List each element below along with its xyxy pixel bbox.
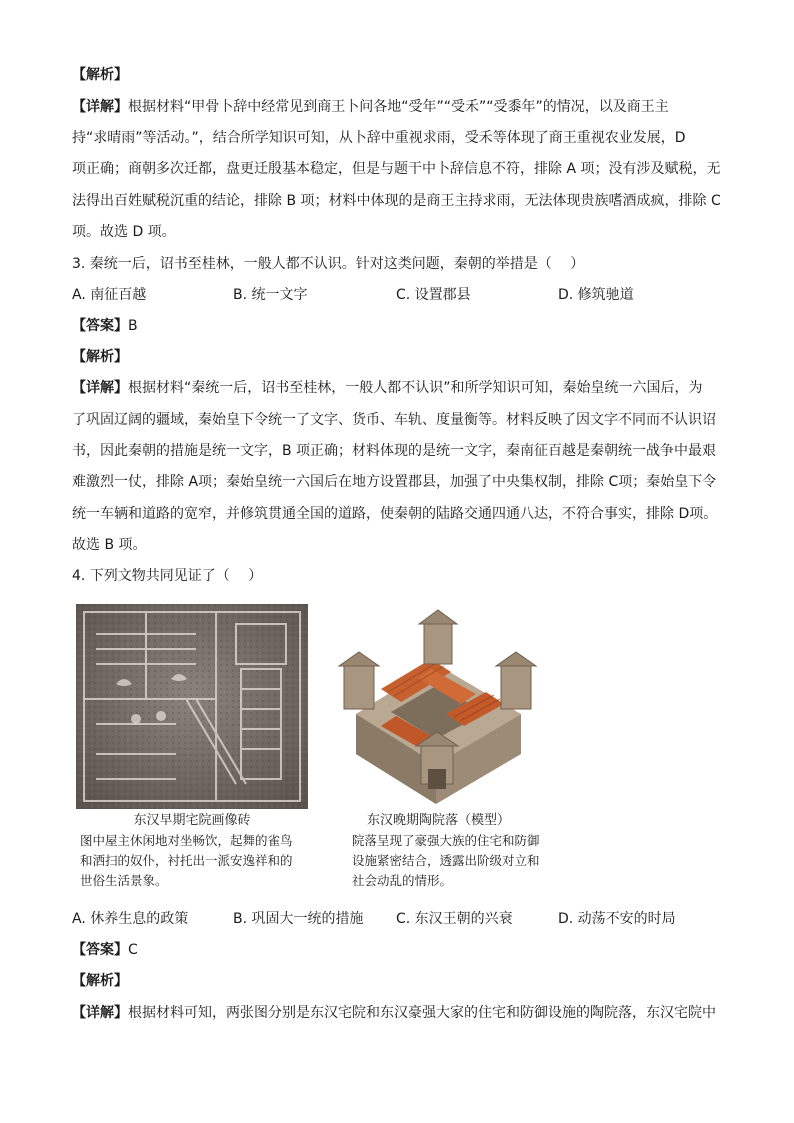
- q2-analysis-label: 【解析】: [72, 67, 128, 83]
- figure2-title: 东汉晚期陶院落（模型）: [366, 813, 510, 828]
- q3-answer: [72, 316, 138, 336]
- q3-option-b: B. 统一文字: [233, 287, 308, 303]
- q4-answer: [72, 940, 138, 960]
- q2-detail-line-1: 【详解】根据材料“甲骨卜辞中经常见到商王卜问各地“受年”“受禾”“受黍年”的情况，以及商王主: [72, 99, 669, 115]
- figure2-caption-line-2: 设施紧密结合，透露出阶级对立和: [352, 853, 540, 868]
- q4-option-c: C. 东汉王朝的兴衰: [396, 911, 513, 927]
- q3-stem: 3. 秦统一后，诏书至桂林，一般人都不认识。针对这类问题，秦朝的举措是（ ）: [72, 256, 585, 272]
- q4-detail-line-1: 【详解】根据材料可知，两张图分别是东汉宅院和东汉豪强大家的住宅和防御设施的陶院落，东汉宅院中: [72, 1005, 716, 1021]
- figure2-caption-line-3: 社会动乱的情形。: [352, 873, 453, 888]
- q3-detail-line-5: 统一车辆和道路的宽窄，并修筑贯通全国的道路，使秦朝的陆路交通四通八达，不符合事实，排除 D项。: [72, 506, 718, 522]
- q3-option-a: A. 南征百越: [72, 287, 147, 303]
- q2-detail-label: 【详解】: [72, 99, 128, 115]
- q3-analysis-label: 【解析】: [72, 349, 128, 365]
- q2-detail-line-3: 项正确；商朝多次迁都，盘更迁殷基本稳定，但是与题干中卜辞信息不符，排除 A 项；没有涉及赋税，无: [72, 161, 721, 177]
- q3-detail-line-6: 故选 B 项。: [72, 537, 147, 553]
- figure2-caption-line-1: 院落呈现了豪强大族的住宅和防御: [352, 833, 540, 848]
- q3-answer-value: B: [128, 318, 138, 334]
- pottery-courtyard-image: [336, 604, 541, 809]
- q4-option-d: D. 动荡不安的时局: [558, 911, 676, 927]
- q2-detail-line-2: 持“求晴雨”等活动。”，结合所学知识可知，从卜辞中重视求雨，受禾等体现了商王重视农业发展，D: [72, 130, 686, 146]
- q4-option-b: B. 巩固大一统的措施: [233, 911, 364, 927]
- q3-detail-line-1: 【详解】根据材料“秦统一后，诏书至桂林，一般人都不认识”和所学知识可知，秦始皇统一六国后，为: [72, 380, 703, 396]
- q2-detail-line-4: 法得出百姓赋税沉重的结论，排除 B 项；材料中体现的是商王主持求雨，无法体现贵族嗜酒成疯，排除 C: [72, 193, 721, 209]
- q3-answer-label: 【答案】: [72, 318, 128, 334]
- q3-detail-line-3: 书，因此秦朝的措施是统一文字，B 项正确；材料体现的是统一文字，秦南征百越是秦朝统一战争中最艰: [72, 443, 717, 459]
- q4-detail-label: 【详解】: [72, 1005, 128, 1021]
- q2-detail-line-5: 项。故选 D 项。: [72, 224, 176, 240]
- figure1-caption-line-3: 世俗生活景象。: [80, 873, 168, 888]
- q4-answer-label: 【答案】: [72, 942, 128, 958]
- q4-stem: 4. 下列文物共同见证了（ ）: [72, 568, 263, 584]
- q4-analysis-label: 【解析】: [72, 973, 128, 989]
- figure1-caption-line-2: 和洒扫的奴仆，衬托出一派安逸祥和的: [80, 853, 293, 868]
- q3-detail-label: 【详解】: [72, 380, 128, 396]
- q3-option-c: C. 设置郡县: [396, 287, 471, 303]
- q4-option-a: A. 休养生息的政策: [72, 911, 189, 927]
- q3-option-d: D. 修筑驰道: [558, 287, 634, 303]
- q3-detail-line-4: 难激烈一仗，排除 A项；秦始皇统一六国后在地方设置郡县，加强了中央集权制，排除 C项；秦始皇下令: [72, 474, 717, 490]
- brick-relief-image: [76, 604, 308, 809]
- figure1-title: 东汉早期宅院画像砖: [133, 813, 251, 828]
- q4-answer-value: C: [128, 942, 138, 958]
- figure1-caption-line-1: 图中屋主休闲地对坐畅饮，起舞的雀鸟: [80, 833, 293, 848]
- q3-detail-line-2: 了巩固辽阔的疆域，秦始皇下令统一了文字、货币、车轨、度量衡等。材料反映了因文字不同而不认识诏: [72, 412, 716, 428]
